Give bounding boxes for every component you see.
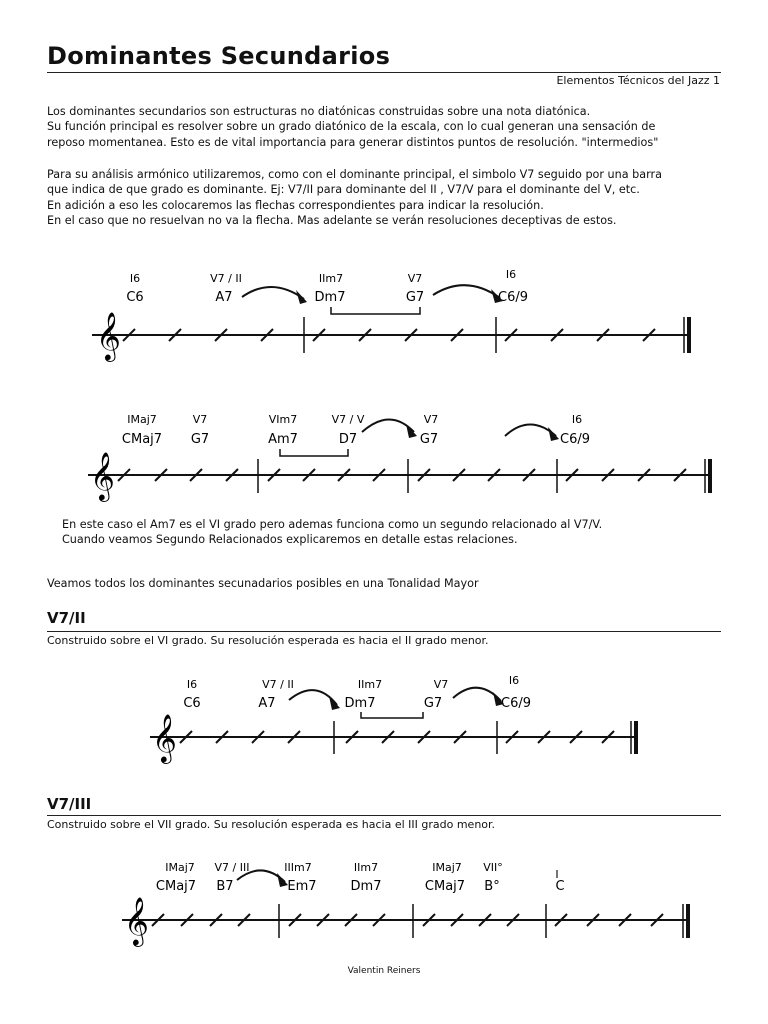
footer-author: Valentin Reiners xyxy=(347,966,421,976)
page-title: Dominantes Secundarios xyxy=(47,42,391,70)
ii-v-bracket xyxy=(361,712,423,718)
roman-numeral: IIm7 xyxy=(318,272,344,285)
roman-numeral: V7 xyxy=(407,272,423,285)
lead-sheet-example-2 xyxy=(0,405,768,505)
lead-sheet-example-4 xyxy=(0,852,768,952)
analysis-line: En adición a eso les colocaremos las flechas correspondientes para indicar la resolución. xyxy=(47,198,544,212)
chord-name: B° xyxy=(484,879,500,894)
roman-numeral: IIIm7 xyxy=(284,861,312,874)
roman-numeral: I xyxy=(555,868,559,881)
resolution-arrow xyxy=(362,420,414,433)
analysis-line: Para su análisis armónico utilizaremos, como con el dominante principal, el simbolo V7 seguido por una barra xyxy=(47,168,662,181)
resolution-arrow xyxy=(433,285,500,298)
resolution-arrow xyxy=(242,287,304,299)
roman-numeral: I6 xyxy=(505,268,517,281)
chord-name: CMaj7 xyxy=(121,432,163,447)
arrow-head xyxy=(406,424,417,438)
chord-name: Dm7 xyxy=(314,290,346,305)
roman-numeral: IMaj7 xyxy=(127,413,157,426)
chord-name: C xyxy=(555,879,565,894)
intro-paragraph xyxy=(47,104,737,150)
note-line: En este caso el Am7 es el VI grado pero ademas funciona como un segundo relacionado al V7/V. xyxy=(62,518,603,531)
chord-symbols xyxy=(156,861,565,894)
roman-numeral: I6 xyxy=(508,674,520,687)
title-rule xyxy=(47,72,721,73)
roman-numeral: VII° xyxy=(483,861,503,874)
roman-numeral: IIm7 xyxy=(353,861,379,874)
treble-clef-icon: 𝄞 xyxy=(124,896,149,945)
section-title-v7-ii: V7/II xyxy=(47,609,86,627)
section-rule xyxy=(47,631,721,632)
chord-name: CMaj7 xyxy=(155,879,197,894)
section-desc: Construido sobre el VII grado. Su resolución esperada es hacia el III grado menor. xyxy=(47,818,496,831)
section-rule xyxy=(47,815,721,816)
roman-numeral: IMaj7 xyxy=(165,861,195,874)
treble-clef-icon: 𝄞 xyxy=(152,713,177,762)
chord-symbols xyxy=(183,674,531,711)
chord-name: A7 xyxy=(258,696,276,711)
roman-numeral: IMaj7 xyxy=(432,861,462,874)
note-paragraph xyxy=(62,517,752,548)
arrow-head xyxy=(548,427,559,441)
chord-name: Dm7 xyxy=(350,879,382,894)
analysis-paragraph xyxy=(47,167,737,228)
chord-name: C6/9 xyxy=(498,290,528,305)
page-subtitle: Elementos Técnicos del Jazz 1 xyxy=(556,74,720,87)
chord-symbols xyxy=(126,268,528,305)
intro-line: Los dominantes secundarios son estructuras no diatónicas construidas sobre una nota diatónica. xyxy=(47,105,591,118)
chord-name: C6 xyxy=(126,290,144,305)
roman-numeral: V7 / III xyxy=(214,861,250,874)
analysis-line: En el caso que no resuelvan no va la flecha. Mas adelante se verán resoluciones deceptivas de estos. xyxy=(47,213,617,227)
treble-clef-icon: 𝄞 xyxy=(90,451,115,500)
resolution-arrow xyxy=(505,425,556,437)
roman-numeral: V7 xyxy=(192,413,208,426)
chord-name: G7 xyxy=(190,432,210,447)
all-dominants-intro: Veamos todos los dominantes secunadarios posibles en una Tonalidad Mayor xyxy=(47,577,479,590)
roman-numeral: I6 xyxy=(129,272,141,285)
treble-clef-icon: 𝄞 xyxy=(96,311,121,360)
chord-name: C6/9 xyxy=(560,432,590,447)
arrow-head xyxy=(277,873,288,887)
chord-name: Dm7 xyxy=(344,696,376,711)
roman-numeral: I6 xyxy=(571,413,583,426)
chord-name: B7 xyxy=(216,879,234,894)
note-line: Cuando veamos Segundo Relacionados explicaremos en detalle estas relaciones. xyxy=(62,533,518,547)
lead-sheet-example-3 xyxy=(0,668,768,768)
roman-numeral: V7 / II xyxy=(262,678,294,691)
ii-v-bracket xyxy=(331,307,420,314)
chord-name: Am7 xyxy=(268,432,298,447)
section-desc: Construido sobre el VI grado. Su resolución esperada es hacia el II grado menor. xyxy=(47,634,489,647)
roman-numeral: V7 / II xyxy=(210,272,242,285)
intro-line: reposo momentanea. Esto es de vital importancia para generar distintos puntos de resolución. "intermedios" xyxy=(47,135,659,149)
roman-numeral: I6 xyxy=(186,678,198,691)
lead-sheet-example-1 xyxy=(0,260,768,360)
chord-name: D7 xyxy=(338,432,358,447)
chord-name: CMaj7 xyxy=(424,879,466,894)
roman-numeral: V7 xyxy=(423,413,439,426)
chord-name: A7 xyxy=(215,290,233,305)
chord-name: G7 xyxy=(423,696,443,711)
chord-name: Em7 xyxy=(287,879,317,894)
chord-name: G7 xyxy=(419,432,439,447)
chord-name: C6 xyxy=(183,696,201,711)
chord-name: G7 xyxy=(405,290,425,305)
roman-numeral: IIm7 xyxy=(357,678,383,691)
roman-numeral: VIm7 xyxy=(268,413,298,426)
arrow-head xyxy=(329,696,340,710)
arrow-head xyxy=(296,290,307,304)
roman-numeral: V7 xyxy=(433,678,449,691)
analysis-line: que indica de que grado es dominante. Ej: V7/II para dominante del II , V7/V para el dominante del V, etc. xyxy=(47,183,640,197)
ii-v-bracket xyxy=(280,449,348,456)
intro-line: Su función principal es resolver sobre un grado diatónico de la escala, con lo cual generan una sensación de xyxy=(47,120,656,134)
chord-name: C6/9 xyxy=(501,696,531,711)
section-title-v7-iii: V7/III xyxy=(47,795,92,813)
roman-numeral: V7 / V xyxy=(331,413,365,426)
chord-symbols xyxy=(122,413,590,447)
